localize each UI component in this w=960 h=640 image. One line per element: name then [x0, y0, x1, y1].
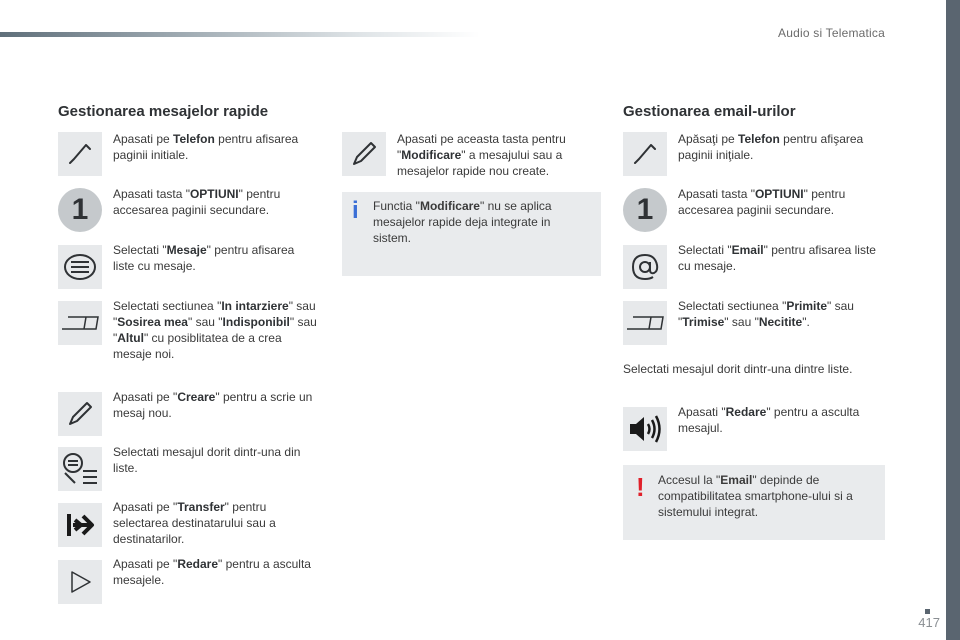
left-section-title: Gestionarea mesajelor rapide [58, 103, 269, 120]
step-text: Apasati tasta "OPTIUNI" pentru accesarea paginii secundare. [678, 187, 846, 217]
tab-icon [58, 301, 102, 345]
phone-icon [623, 132, 667, 176]
step-text: Apasati "Redare" pentru a asculta mesajul. [678, 405, 860, 435]
step-text: Selectati sectiunea "Primite" sau "Trimise" sau "Necitite". [678, 299, 854, 329]
step-text: Apasati pe Telefon pentru afisarea paginii initiale. [113, 132, 299, 162]
step-text: Apasati tasta "OPTIUNI" pentru accesarea paginii secundare. [113, 187, 281, 217]
speaker-icon [623, 407, 667, 451]
plain-text: Selectati mesajul dorit dintr-una dintre liste. [623, 362, 853, 376]
play-icon [58, 560, 102, 604]
number-1-icon: 1 [58, 188, 102, 232]
step-text: Selectati mesajul dorit dintr-una din liste. [113, 445, 301, 475]
pencil-icon [58, 392, 102, 436]
step-text: Apăsaţi pe Telefon pentru afişarea paginii iniţiale. [678, 132, 864, 162]
warning-icon: ! [636, 472, 645, 502]
pencil-icon [342, 132, 386, 176]
select-list-icon [58, 447, 102, 491]
at-icon [623, 245, 667, 289]
step-text: Selectati sectiunea "In intarziere" sau "Sosirea mea" sau "Indisponibil" sau "Altul" cu posiblitatea de a crea mesaje noi. [113, 299, 317, 361]
phone-icon [58, 132, 102, 176]
step-text: Apasati pe "Redare" pentru a asculta mesajele. [113, 557, 311, 587]
side-strip [946, 0, 960, 640]
transfer-icon [58, 503, 102, 547]
step-text: Selectati "Mesaje" pentru afisarea liste cu mesaje. [113, 243, 295, 273]
info-text: Functia "Modificare" nu se aplica mesajelor rapide deja integrate in sistem. [373, 199, 552, 245]
step-text: Apasati pe "Transfer" pentru selectarea destinatarului sau a destinatarilor. [113, 500, 276, 546]
step-text: Apasati pe "Creare" pentru a scrie un mesaj nou. [113, 390, 313, 420]
message-list-icon [58, 245, 102, 289]
number-1-icon: 1 [623, 188, 667, 232]
warning-text: Accesul la "Email" depinde de compatibilitatea smartphone-ului si a sistemului integrat. [658, 473, 853, 519]
right-section-title: Gestionarea email-urilor [623, 103, 796, 120]
header-title: Audio si Telematica [778, 26, 885, 40]
info-icon: i [352, 197, 359, 224]
page-number: 417 [918, 615, 940, 630]
tab-icon [623, 301, 667, 345]
page-marker [925, 609, 930, 614]
step-text: Selectati "Email" pentru afisarea liste cu mesaje. [678, 243, 876, 273]
step-text: Apasati pe aceasta tasta pentru "Modificare" a mesajului sau a mesajelor rapide nou create. [397, 132, 566, 178]
header-bar [0, 32, 480, 37]
